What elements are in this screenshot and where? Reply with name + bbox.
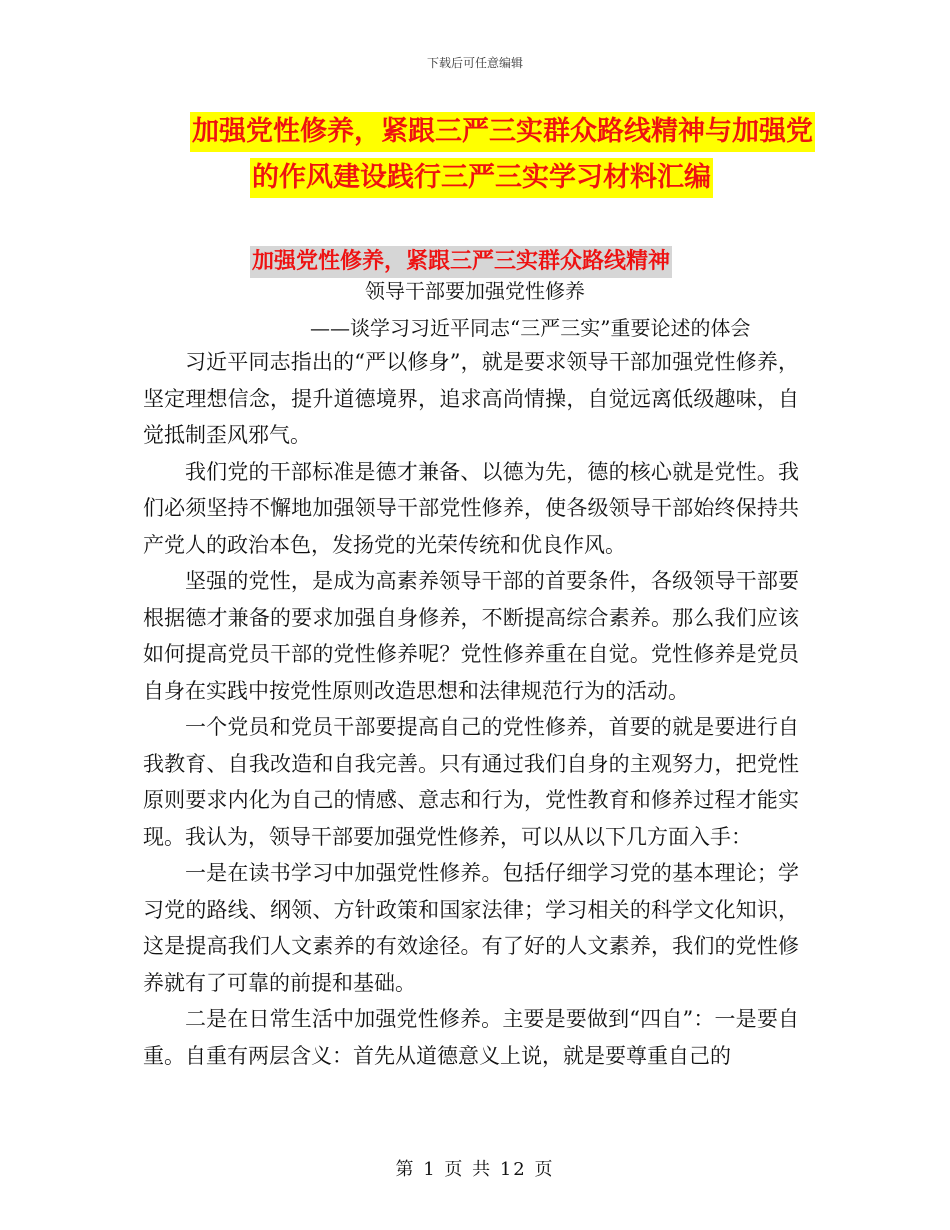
page-footer: 第 1 页 共 12 页 [395,1159,555,1180]
section-heading: 加强党性修养，紧跟三严三实群众路线精神 [250,246,672,278]
article-body [143,344,799,1074]
paragraph: 一个党员和党员干部要提高自己的党性修养，首要的就是要进行自我教育、自我改造和自我完善。只有通过我们自身的主观努力，把党性原则要求内化为自己的情感、意志和行为，党性教育和修养过程才能实现。我认为，领导干部要加强党性修养，可以从以下几方面入手： [143,715,799,849]
article-title: 领导干部要加强党性修养 [365,279,585,303]
paragraph: 我们党的干部标准是德才兼备、以德为先，德的核心就是党性。我们必须坚持不懈地加强领导干部党性修养，使各级领导干部始终保持共产党人的政治本色，发扬党的光荣传统和优良作风。 [143,459,799,557]
paragraph: 习近平同志指出的“严以修身”，就是要求领导干部加强党性修养，坚定理想信念，提升道德境界，追求高尚情操，自觉远离低级趣味，自觉抵制歪风邪气。 [143,350,799,447]
title-line-1: 加强党性修养，紧跟三严三实群众路线精神与加强党 [190,112,815,152]
title-line-2: 的作风建设践行三严三实学习材料汇编 [250,158,713,198]
paragraph: 一是在读书学习中加强党性修养。包括仔细学习党的基本理论；学习党的路线、纲领、方针政策和国家法律；学习相关的科学文化知识，这是提高我们人文素养的有效途径。有了好的人文素养，我们的党性修养就有了可靠的前提和基础。 [143,861,799,995]
document-title [190,110,815,202]
article-subtitle: ——谈学习习近平同志“三严三实”重要论述的体会 [310,316,751,340]
paragraph: 坚强的党性，是成为高素养领导干部的首要条件，各级领导干部要根据德才兼备的要求加强自身修养，不断提高综合素养。那么我们应该如何提高党员干部的党性修养呢？党性修养重在自觉。党性修养是党员自身在实践中按党性原则改造思想和法律规范行为的活动。 [143,569,799,703]
header-note: 下载后可任意编辑 [426,56,523,70]
paragraph: 二是在日常生活中加强党性修养。主要是要做到“四自”：一是要自重。自重有两层含义：首先从道德意义上说，就是要尊重自己的 [143,1007,799,1068]
